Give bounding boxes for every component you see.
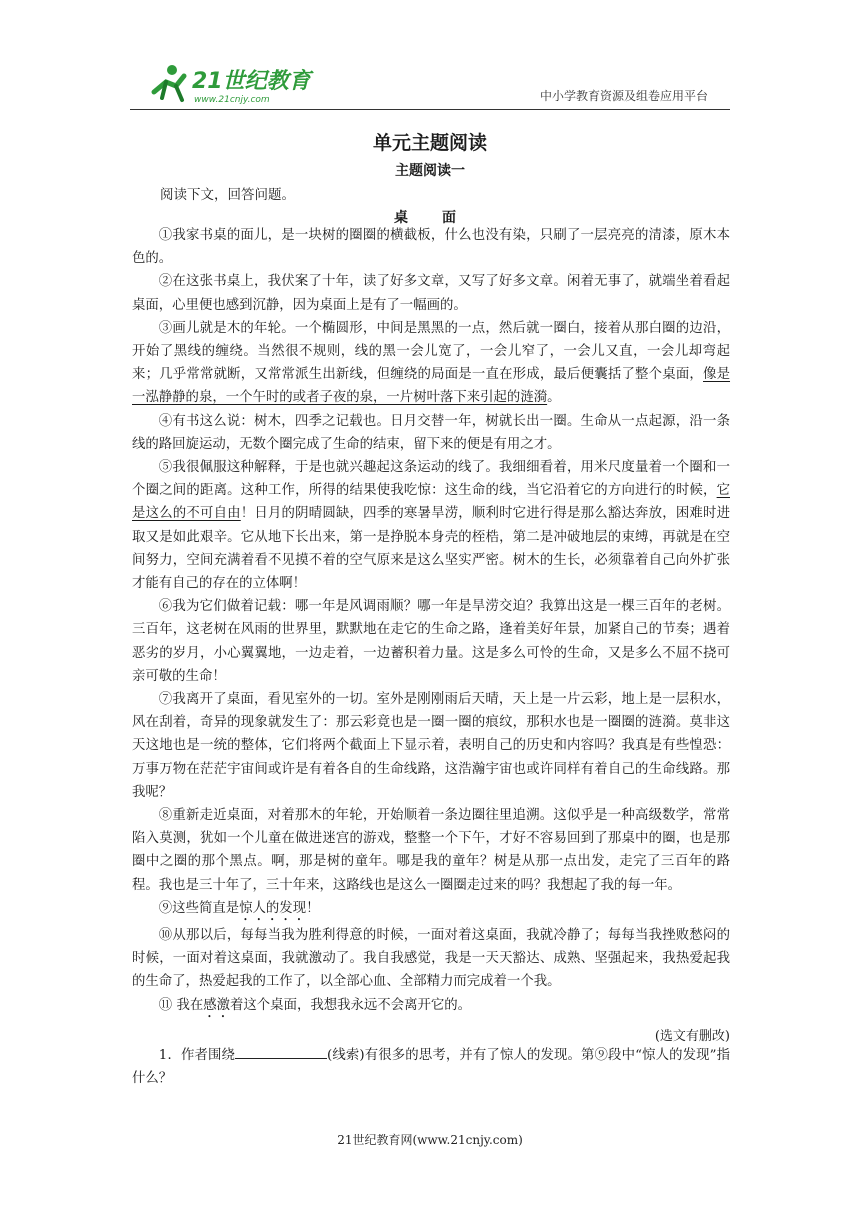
source-note: (选文有删改) [654,1028,730,1044]
page-footer: 21世纪教育网(www.21cnjy.com) [337,1133,523,1147]
paragraph-5 [132,456,730,595]
paragraph-3 [132,317,730,410]
logo-runner-icon [148,62,318,106]
paragraph-2: ②在这张书桌上，我伏案了十年，读了好多文章，又写了好多文章。闲着无事了，就端坐着看起桌面，心里便也感到沉静，因为桌面上是有了一幅画的。 [132,274,730,313]
paragraph-9 [132,897,730,924]
paragraph-9-end: ！ [306,900,320,916]
page-header [130,58,730,110]
instruction-text: 阅读下文，回答问题。 [160,187,295,203]
answer-blank[interactable] [235,1044,327,1059]
paragraph-1: ①我家书桌的面儿，是一块树的圈圈的横截板，什么也没有染，只刷了一层亮亮的清漆，原木本色的。 [132,228,730,267]
paragraph-11 [132,994,730,1021]
paragraph-3-end: 。 [547,390,561,406]
section-title: 主题阅读一 [395,163,465,179]
paragraph-8: ⑧重新走近桌面，对着那木的年轮，开始顺着一条边圈往里追溯。这似乎是一种高级数学，常常陷入莫测，犹如一个儿童在做进迷宫的游戏，整整一个下午，才好不容易回到了那桌中的圈，也是那圈中之圈的那个黑点。啊，那是树的童年。哪是我的童年？树是从那一点出发，走完了三百年的路程。我也是三十年了，三十年来，这路线也是这么一圈圈走过来的吗？我想起了我的每一年。 [132,808,730,893]
paragraph-11-text: ⑪ 我在 [158,997,204,1013]
question-1-prefix: 1．作者围绕 [158,1047,236,1063]
paragraph-11-rest: 着这个桌面，我想我永远不会离开它的。 [230,997,472,1013]
logo-url: www.21cnjy.com [194,95,270,105]
logo-text: 21世纪教育 [192,69,311,94]
paragraph-5-rest: ！日月的阴晴圆缺，四季的寒暑旱涝，顺利时它进行得是那么豁达奔放，困难时进取又是如此艰辛。它从地下长出来，第一是挣脱本身壳的桎梏，第二是冲破地层的束缚，再就是在空间努力，空间充满着看不见摸不着的空气原来是这么坚实严密。树木的生长，必须靠着自己向外扩张才能有自己的存在的立体啊！ [132,506,730,592]
paragraph-7: ⑦我离开了桌面，看见室外的一切。室外是刚刚雨后天晴，天上是一片云彩，地上是一层积水，风在刮着，奇异的现象就发生了：那云彩竟也是一圈一圈的痕纹，那积水也是一圈圈的涟漪。莫非这天这地也是一统的整体，它们将两个截面上下显示着，表明自己的历史和内容吗？我真是有些惶恐：万事万物在茫茫宇宙间或许是有着各自的生命线路，这浩瀚宇宙也或许同样有着自己的生命线路。那我呢？ [132,692,730,800]
question-1-suffix: (线索)有很多的思考，并有了惊人的发现。第⑨段中“惊人的发现”指什么？ [132,1047,730,1086]
paragraph-6: ⑥我为它们做着记载：哪一年是风调雨顺？哪一年是旱涝交迫？我算出这是一棵三百年的老树。三百年，这老树在风雨的世界里，默默地在走它的生命之路，逢着美好年景，加紧自己的节奏；遇着恶劣的岁月，小心翼翼地，一边走着，一边蓄积着力量。这是多么可怜的生命，又是多么不屈不挠可亲可敬的生命！ [132,599,730,684]
article-body [132,224,730,1090]
dotted-word: 感激 [203,997,231,1013]
question-1 [132,1044,730,1090]
platform-name: 中小学教育资源及组卷应用平台 [539,89,708,103]
dotted-phrase: 惊人的发现 [239,900,307,916]
underlined-phrase: 它是这么的不可自由 [132,483,730,522]
header-divider [130,109,730,110]
page-title: 单元主题阅读 [372,132,487,154]
paragraph-10: ⑩从那以后，每每当我为胜利得意的时候，一面对着这桌面，我就冷静了；每每当我挫败愁闷的时候，一面对着这桌面，我就激动了。我自我感觉，我是一天天豁达、成熟、坚强起来，我热爱起我的生命了，热爱起我的工作了，以全部心血、全部精力而完成着一个我。 [132,927,730,990]
paragraph-5-text: ⑤我很佩服这种解释，于是也就兴趣起这条运动的线了。我细细看着，用米尺度量着一个圈和一个圈之间的距离。这种工作，所得的结果使我吃惊：这生命的线，当它沿着它的方向进行的时候， [132,460,730,499]
paragraph-3-text: ③画儿就是木的年轮。一个椭圆形，中间是黑黑的一点，然后就一圈白，接着从那白圈的边沿，开始了黑线的缠绕。当然很不规则，线的黑一会儿宽了，一会儿窄了，一会儿又直，一会儿却弯起来；几乎常常就断，又常常派生出新线，但缠绕的局面是一直在形成，最后便囊括了整个桌面， [132,320,730,383]
underlined-sentence: 像是一泓静静的泉，一个午时的或者子夜的泉，一片树叶落下来引起的涟漪 [132,367,731,406]
article-title: 桌 面 [394,210,466,226]
paragraph-9-text: ⑨这些简直是 [158,900,240,916]
paragraph-4: ④有书这么说：树木，四季之记载也。日月交替一年，树就长出一圈。生命从一点起源，沿一条线的路回旋运动，无数个圈完成了生命的结束，留下来的便是有用之才。 [132,413,730,452]
